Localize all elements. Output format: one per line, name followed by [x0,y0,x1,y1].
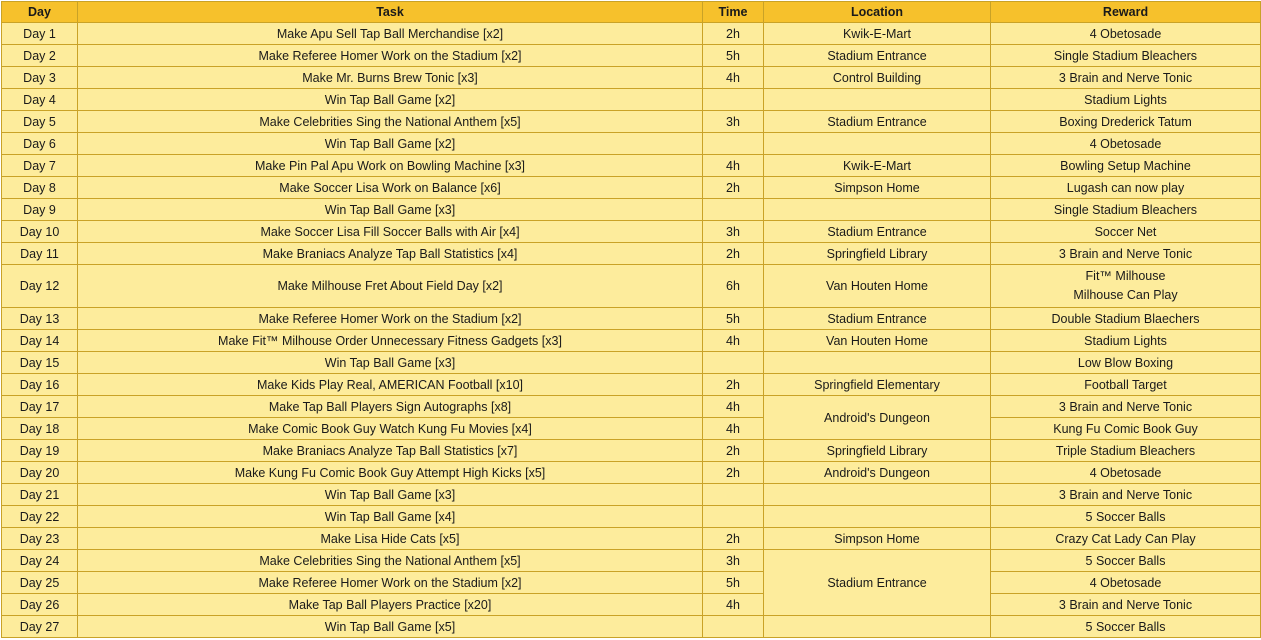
cell-location [764,199,991,221]
cell-task: Make Kung Fu Comic Book Guy Attempt High Kicks [x5] [78,462,703,484]
cell-reward: 3 Brain and Nerve Tonic [991,396,1261,418]
table-row [2,594,1261,616]
cell-task: Make Celebrities Sing the National Anthem [x5] [78,111,703,133]
cell-task: Make Tap Ball Players Sign Autographs [x8] [78,396,703,418]
cell-location: Android's Dungeon [764,396,991,440]
cell-time: 2h [703,528,764,550]
cell-day: Day 11 [2,243,78,265]
event-schedule-table [1,1,1261,638]
cell-location: Kwik-E-Mart [764,155,991,177]
cell-location: Stadium Entrance [764,45,991,67]
cell-time: 3h [703,221,764,243]
header-day: Day [2,2,78,23]
header-location: Location [764,2,991,23]
cell-day: Day 7 [2,155,78,177]
cell-time [703,616,764,638]
table-row [2,484,1261,506]
reward-line: Fit™ Milhouse [1085,269,1166,283]
cell-task: Make Referee Homer Work on the Stadium [x2] [78,45,703,67]
cell-location [764,133,991,155]
header-time: Time [703,2,764,23]
cell-task: Make Kids Play Real, AMERICAN Football [x10] [78,374,703,396]
cell-time: 5h [703,572,764,594]
cell-time: 4h [703,155,764,177]
cell-day: Day 27 [2,616,78,638]
cell-reward: 5 Soccer Balls [991,506,1261,528]
cell-reward: Kung Fu Comic Book Guy [991,418,1261,440]
cell-day: Day 14 [2,330,78,352]
table-row [2,177,1261,199]
cell-reward: 3 Brain and Nerve Tonic [991,594,1261,616]
cell-time: 2h [703,23,764,45]
cell-reward: 5 Soccer Balls [991,616,1261,638]
cell-reward: Low Blow Boxing [991,352,1261,374]
cell-location: Springfield Library [764,440,991,462]
cell-day: Day 18 [2,418,78,440]
cell-reward: Crazy Cat Lady Can Play [991,528,1261,550]
table-row [2,616,1261,638]
cell-time [703,484,764,506]
cell-day: Day 24 [2,550,78,572]
cell-time: 4h [703,418,764,440]
cell-reward: Bowling Setup Machine [991,155,1261,177]
table-row [2,67,1261,89]
cell-task: Make Celebrities Sing the National Anthem [x5] [78,550,703,572]
table-row [2,572,1261,594]
cell-day: Day 10 [2,221,78,243]
cell-day: Day 13 [2,308,78,330]
cell-day: Day 26 [2,594,78,616]
cell-reward: 4 Obetosade [991,133,1261,155]
cell-location: Van Houten Home [764,265,991,308]
table-row [2,155,1261,177]
cell-reward: 4 Obetosade [991,462,1261,484]
cell-time: 2h [703,440,764,462]
cell-day: Day 1 [2,23,78,45]
cell-reward: 5 Soccer Balls [991,550,1261,572]
cell-reward: 3 Brain and Nerve Tonic [991,67,1261,89]
cell-time: 4h [703,594,764,616]
cell-task: Win Tap Ball Game [x2] [78,89,703,111]
cell-time [703,506,764,528]
table-row [2,418,1261,440]
table-row [2,111,1261,133]
cell-reward: Boxing Drederick Tatum [991,111,1261,133]
cell-location: Simpson Home [764,177,991,199]
cell-time: 2h [703,462,764,484]
cell-location: Van Houten Home [764,330,991,352]
cell-reward: 3 Brain and Nerve Tonic [991,484,1261,506]
cell-day: Day 12 [2,265,78,308]
cell-location: Android's Dungeon [764,462,991,484]
cell-reward: 4 Obetosade [991,23,1261,45]
cell-location [764,352,991,374]
cell-location: Control Building [764,67,991,89]
table-body [2,23,1261,638]
cell-day: Day 25 [2,572,78,594]
table-row [2,23,1261,45]
cell-time: 5h [703,45,764,67]
cell-task: Make Braniacs Analyze Tap Ball Statistics [x4] [78,243,703,265]
cell-task: Make Lisa Hide Cats [x5] [78,528,703,550]
cell-location: Stadium Entrance [764,550,991,616]
cell-time: 4h [703,330,764,352]
cell-day: Day 9 [2,199,78,221]
cell-reward: Triple Stadium Bleachers [991,440,1261,462]
cell-day: Day 22 [2,506,78,528]
cell-day: Day 2 [2,45,78,67]
cell-reward: Lugash can now play [991,177,1261,199]
cell-task: Win Tap Ball Game [x3] [78,484,703,506]
cell-reward: 3 Brain and Nerve Tonic [991,243,1261,265]
cell-reward: Stadium Lights [991,330,1261,352]
cell-time: 3h [703,111,764,133]
cell-time: 6h [703,265,764,308]
table-row [2,199,1261,221]
table-header [2,2,1261,23]
cell-day: Day 5 [2,111,78,133]
cell-day: Day 19 [2,440,78,462]
cell-task: Make Fit™ Milhouse Order Unnecessary Fitness Gadgets [x3] [78,330,703,352]
cell-reward: Soccer Net [991,221,1261,243]
cell-task: Make Referee Homer Work on the Stadium [x2] [78,308,703,330]
cell-location [764,89,991,111]
table-row [2,528,1261,550]
table-row [2,352,1261,374]
cell-time [703,199,764,221]
cell-task: Win Tap Ball Game [x4] [78,506,703,528]
cell-day: Day 3 [2,67,78,89]
table-row [2,221,1261,243]
header-task: Task [78,2,703,23]
cell-day: Day 17 [2,396,78,418]
cell-location: Stadium Entrance [764,111,991,133]
cell-reward: Single Stadium Bleachers [991,45,1261,67]
cell-reward: Single Stadium Bleachers [991,199,1261,221]
cell-reward: Football Target [991,374,1261,396]
cell-time: 2h [703,243,764,265]
cell-task: Make Apu Sell Tap Ball Merchandise [x2] [78,23,703,45]
cell-task: Win Tap Ball Game [x3] [78,352,703,374]
cell-task: Make Mr. Burns Brew Tonic [x3] [78,67,703,89]
cell-location: Springfield Elementary [764,374,991,396]
cell-time: 2h [703,177,764,199]
cell-task: Win Tap Ball Game [x2] [78,133,703,155]
reward-line: Milhouse Can Play [1073,288,1178,302]
header-row [2,2,1261,23]
cell-location [764,506,991,528]
cell-day: Day 15 [2,352,78,374]
table-row [2,243,1261,265]
header-reward: Reward [991,2,1261,23]
cell-day: Day 4 [2,89,78,111]
cell-location: Stadium Entrance [764,308,991,330]
cell-reward [991,265,1261,308]
cell-day: Day 16 [2,374,78,396]
table-row [2,374,1261,396]
cell-location: Springfield Library [764,243,991,265]
cell-time: 4h [703,67,764,89]
cell-task: Win Tap Ball Game [x5] [78,616,703,638]
cell-task: Make Milhouse Fret About Field Day [x2] [78,265,703,308]
cell-time [703,89,764,111]
cell-time: 5h [703,308,764,330]
table-row [2,330,1261,352]
cell-reward: 4 Obetosade [991,572,1261,594]
cell-time [703,133,764,155]
cell-task: Make Soccer Lisa Work on Balance [x6] [78,177,703,199]
cell-location: Simpson Home [764,528,991,550]
table-row [2,308,1261,330]
table-row [2,506,1261,528]
cell-task: Make Soccer Lisa Fill Soccer Balls with Air [x4] [78,221,703,243]
cell-task: Make Referee Homer Work on the Stadium [x2] [78,572,703,594]
table-row [2,462,1261,484]
table-row [2,440,1261,462]
cell-reward: Double Stadium Blaechers [991,308,1261,330]
table-row [2,45,1261,67]
cell-time: 4h [703,396,764,418]
cell-location [764,616,991,638]
table-row [2,133,1261,155]
table-row [2,89,1261,111]
cell-task: Make Pin Pal Apu Work on Bowling Machine [x3] [78,155,703,177]
cell-task: Win Tap Ball Game [x3] [78,199,703,221]
cell-day: Day 8 [2,177,78,199]
cell-reward: Stadium Lights [991,89,1261,111]
table-row [2,265,1261,308]
cell-day: Day 21 [2,484,78,506]
cell-time: 3h [703,550,764,572]
cell-location: Stadium Entrance [764,221,991,243]
cell-task: Make Tap Ball Players Practice [x20] [78,594,703,616]
cell-location: Kwik-E-Mart [764,23,991,45]
cell-day: Day 20 [2,462,78,484]
cell-task: Make Comic Book Guy Watch Kung Fu Movies [x4] [78,418,703,440]
cell-location [764,484,991,506]
cell-day: Day 23 [2,528,78,550]
cell-day: Day 6 [2,133,78,155]
cell-time [703,352,764,374]
table-row [2,396,1261,418]
cell-time: 2h [703,374,764,396]
cell-task: Make Braniacs Analyze Tap Ball Statistics [x7] [78,440,703,462]
table-row [2,550,1261,572]
